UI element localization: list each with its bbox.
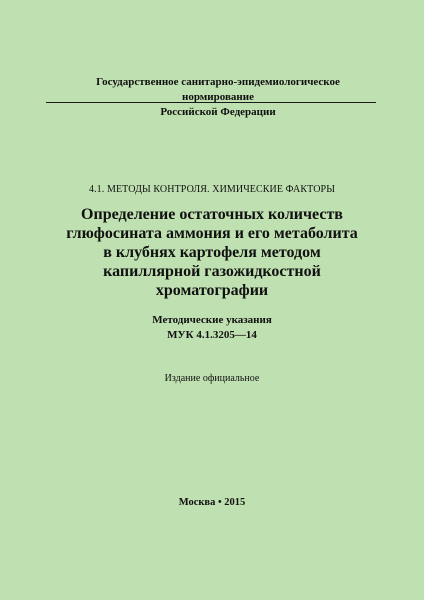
document-title: Определение остаточных количеств глюфосината аммония и его метаболита в клубнях картофеля методом капиллярной газожидкостной хроматографии	[66, 206, 358, 299]
section-label: 4.1. МЕТОДЫ КОНТРОЛЯ. ХИМИЧЕСКИЕ ФАКТОРЫ	[88, 184, 336, 195]
document-type	[60, 313, 364, 343]
publication-imprint: Москва • 2015	[178, 497, 246, 508]
document-type-label: Методические указания	[152, 314, 272, 326]
header-line-1: Государственное санитарно-эпидемиологическое нормирование	[96, 76, 340, 103]
header-line-2: Российской Федерации	[160, 106, 276, 118]
document-code: МУК 4.1.3205—14	[167, 329, 257, 341]
header-divider	[46, 102, 376, 103]
issuing-authority-header	[60, 75, 376, 120]
edition-label: Издание официальное	[164, 373, 260, 384]
